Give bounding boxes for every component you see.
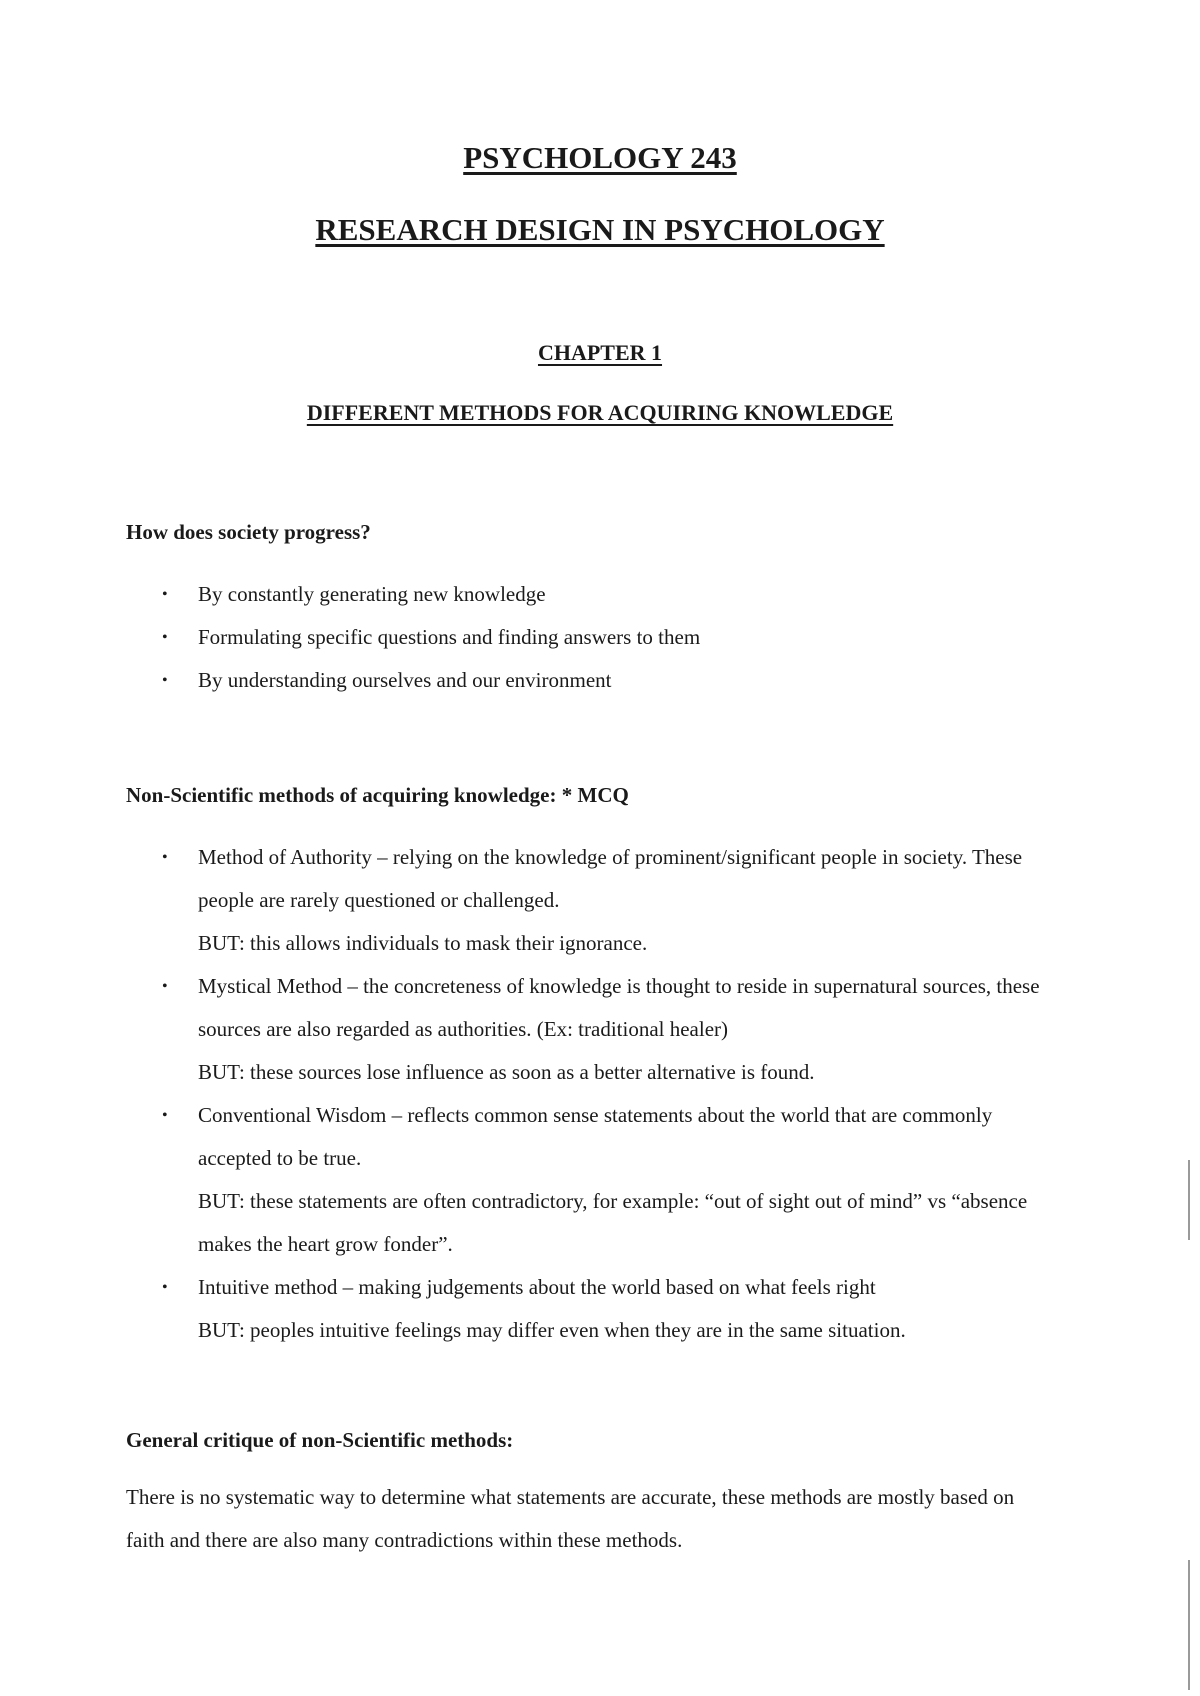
- method-critique: BUT: peoples intuitive feelings may differ even when they are in the same situation.: [198, 1318, 906, 1342]
- list-item-text: By understanding ourselves and our environment: [198, 668, 612, 692]
- bullet-icon: •: [162, 672, 168, 689]
- list-item-authority: [150, 836, 1050, 965]
- list-item-conventional-wisdom: [150, 1094, 1050, 1266]
- list-item-intuitive: [150, 1266, 1050, 1352]
- bullet-icon: •: [162, 586, 168, 603]
- list-item-text: By constantly generating new knowledge: [198, 582, 546, 606]
- course-title: PSYCHOLOGY 243: [463, 140, 737, 175]
- method-critique: BUT: this allows individuals to mask their ignorance.: [198, 931, 648, 955]
- method-description: Intuitive method – making judgements about the world based on what feels right: [198, 1275, 876, 1299]
- list-item-text: Formulating specific questions and finding answers to them: [198, 625, 701, 649]
- method-critique: BUT: these sources lose influence as soon as a better alternative is found.: [198, 1060, 815, 1084]
- method-description: Conventional Wisdom – reflects common sense statements about the world that are commonly accepted to be true.: [198, 1103, 993, 1170]
- scan-edge-mark: [1188, 1560, 1190, 1690]
- section-heading-society: How does society progress?: [126, 520, 371, 544]
- society-progress-list: [150, 573, 1050, 702]
- section-heading-critique: General critique of non-Scientific methods:: [126, 1428, 514, 1452]
- chapter-heading: CHAPTER 1: [537, 340, 663, 365]
- list-item: [150, 573, 1050, 616]
- list-item: [150, 659, 1050, 702]
- bullet-icon: •: [162, 1279, 168, 1296]
- bullet-icon: •: [162, 629, 168, 646]
- critique-paragraph: There is no systematic way to determine what statements are accurate, these methods are mostly based on faith and there are also many contradictions within these methods.: [126, 1485, 1015, 1552]
- section-heading-non-scientific: Non-Scientific methods of acquiring knowledge: * MCQ: [126, 783, 629, 807]
- bullet-icon: •: [162, 978, 168, 995]
- course-subtitle: RESEARCH DESIGN IN PSYCHOLOGY: [315, 212, 885, 247]
- method-critique: BUT: these statements are often contradictory, for example: “out of sight out of mind” vs “absence makes the heart grow fonder”.: [198, 1189, 1028, 1256]
- list-item-mystical: [150, 965, 1050, 1094]
- bullet-icon: •: [162, 849, 168, 866]
- method-description: Mystical Method – the concreteness of knowledge is thought to reside in supernatural sources, these sources are also regarded as authorities. (Ex: traditional healer): [198, 974, 1040, 1041]
- non-scientific-methods-list: [150, 836, 1050, 1352]
- chapter-title: DIFFERENT METHODS FOR ACQUIRING KNOWLEDGE: [306, 400, 894, 425]
- method-description: Method of Authority – relying on the knowledge of prominent/significant people in society. These people are rarely questioned or challenged.: [198, 845, 1023, 912]
- list-item: [150, 616, 1050, 659]
- bullet-icon: •: [162, 1107, 168, 1124]
- scan-edge-mark: [1188, 1160, 1190, 1240]
